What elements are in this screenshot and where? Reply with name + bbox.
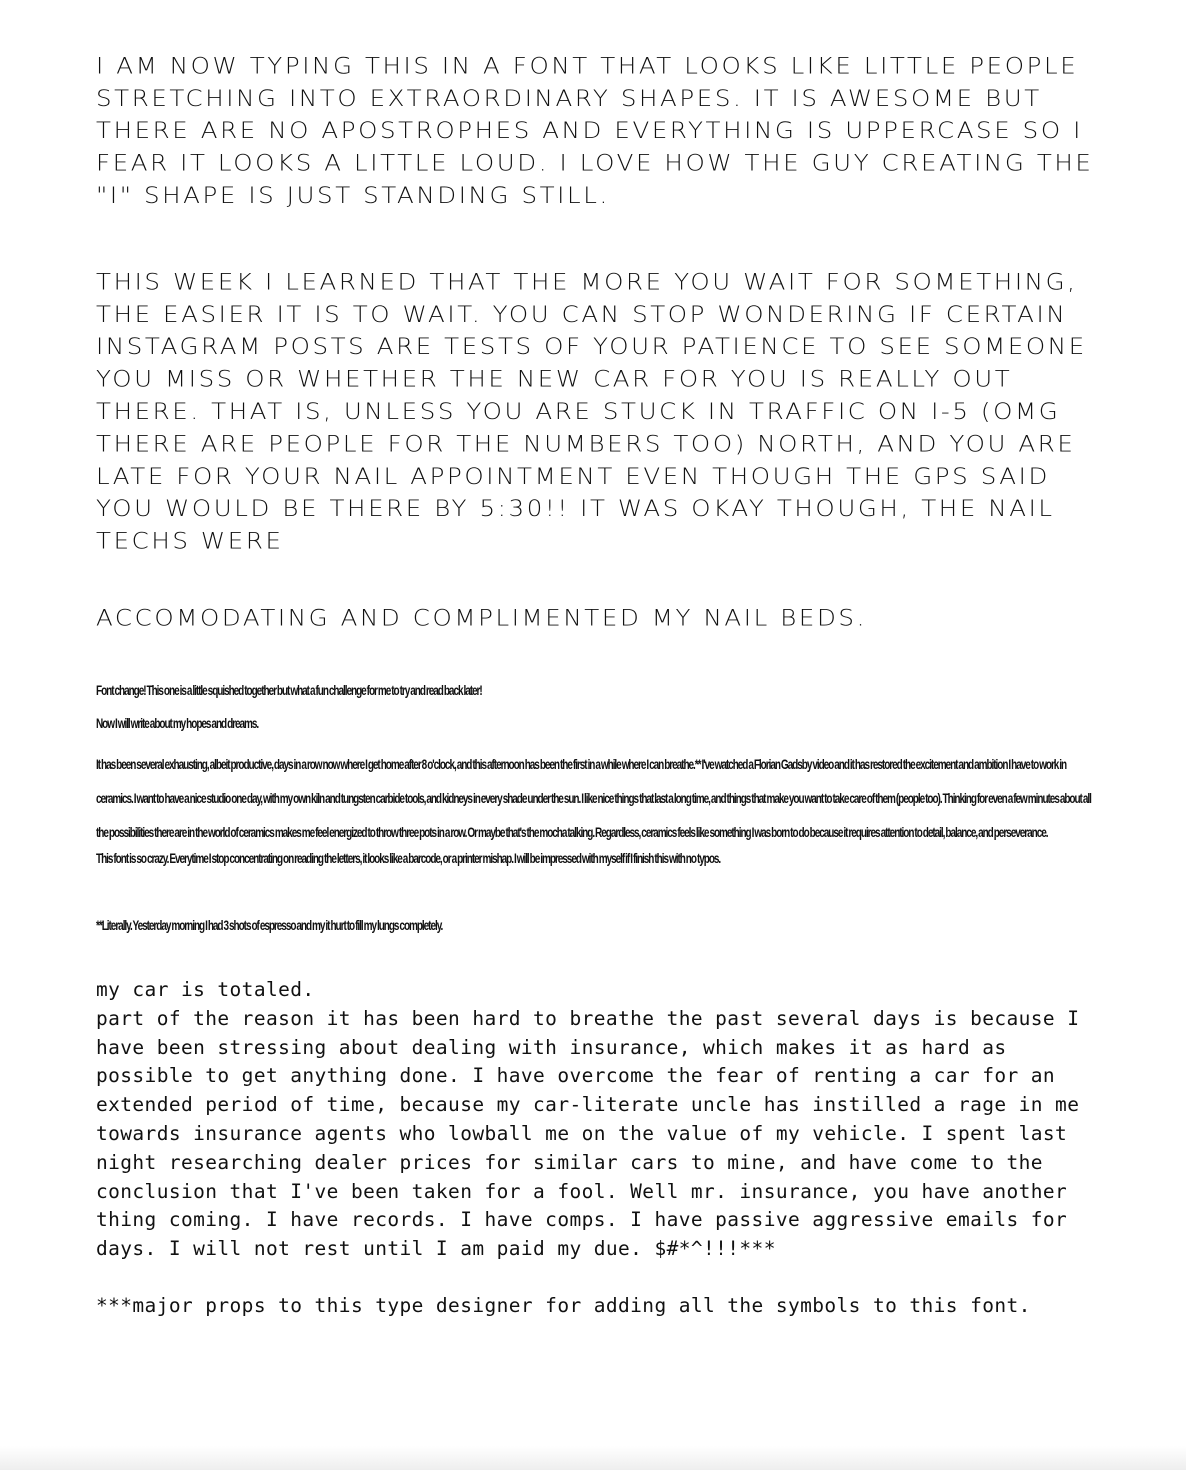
section1-paragraph-1: I AM NOW TYPING THIS IN A FONT THAT LOOKS LIKE LITTLE PEOPLE STRETCHING INTO EXTRAORDINARY SHAPES. IT IS AWESOME BUT THERE ARE NO APOSTROPHES AND EVERYTHING IS UPPERCASE SO I FEAR IT LOOKS A LITTLE LOUD. I LOVE HOW THE GUY CREATING THE "I" SHAPE IS JUST STANDING STILL. xyxy=(96,52,1094,209)
section2-footnote: **Literally. Yesterday morning I had 3 shots of espresso and my it hurt to fill my lungs completely. xyxy=(96,918,443,933)
section3-footnote: ***major props to this type designer for adding all the symbols to this font. xyxy=(96,1293,1031,1317)
page-bottom-shadow xyxy=(0,1446,1186,1470)
section2-line-hopes: Now I will write about my hopes and dreams. xyxy=(96,716,259,731)
section3-line-car-totaled: my car is totaled. xyxy=(96,978,315,1001)
section1-paragraph-2: THIS WEEK I LEARNED THAT THE MORE YOU WAIT FOR SOMETHING, THE EASIER IT IS TO WAIT. YOU CAN STOP WONDERING IF CERTAIN INSTAGRAM POSTS ARE TESTS OF YOUR PATIENCE TO SEE SOMEONE YOU MISS OR WHETHER THE NEW CAR FOR YOU IS REALLY OUT THERE. THAT IS, UNLESS YOU ARE STUCK IN TRAFFIC ON I-5 (OMG THERE ARE PEOPLE FOR THE NUMBERS TOO) NORTH, AND YOU ARE LATE FOR YOUR NAIL APPOINTMENT EVEN THOUGH THE GPS SAID YOU WOULD BE THERE BY 5:30!! IT WAS OKAY THOUGH, THE NAIL TECHS WERE xyxy=(96,268,1087,554)
document-page xyxy=(96,50,1096,1321)
section1-paragraph-3: ACCOMODATING AND COMPLIMENTED MY NAIL BEDS. xyxy=(96,604,867,631)
section2-line-font-change: Font change! This one is a little squished together but what a fun challenge for me to try and read back later! xyxy=(96,683,482,698)
section3-paragraph-insurance: part of the reason it has been hard to breathe the past several days is because I have been stressing about dealing with insurance, which makes it as hard as possible to get anything done. I have overcome the fear of renting a car for an extended period of time, because my car-literate uncle has instilled a rage in me towards insurance agents who lowball me on the value of my vehicle. I spent last night researching dealer prices for similar cars to mine, and have come to the conclusion that I've been taken for a fool. Well mr. insurance, you have another thing coming. I have records. I have comps. I have passive aggressive emails for days. I will not rest until I am paid my due. $#*^!!!*** xyxy=(96,1006,1080,1261)
section2-paragraph-ceramics: It has been several exhausting, albeit productive, days in a row now where I get home after 8 o'clock, and this afternoon has been the first in a while where I can breathe.** I've watched a Florian Gadsby video and it has restored the excitement and ambition I have to work in ceramics. I want to have a nice studio one day, with my own kiln and tungsten carbide tools, and kidneys in every shade under the sun. I like nice things that last a long time, and things that make you want to take care of them (people too). Thinking for even a few minutes about all the possibilities there are in the world of ceramics makes me feel energized to throw three pots in a row. Or maybe that's the mocha talking. Regardless, ceramics feels like something I was born to do because it requires attention to detail, balance, and perseverance. xyxy=(96,757,1091,840)
section2-line-crazy-font: This font is so crazy. Everytime I stop concentrating on reading the letters, it looks like a barcode, or a printer mishap. I will be impressed with myself if I finish this with no typos. xyxy=(96,851,721,866)
